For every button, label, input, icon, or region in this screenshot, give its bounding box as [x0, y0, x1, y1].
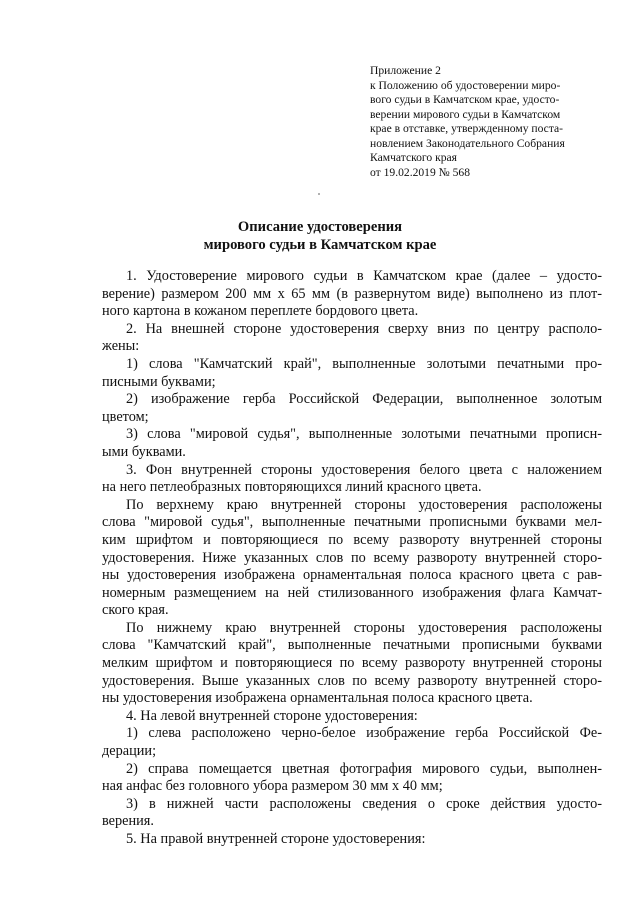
body-text-line: 1) слова "Камчатский край", выполненные золотыми печатными про- [126, 355, 602, 372]
appendix-line: Камчатского края [370, 151, 458, 164]
body-text-line: на него петлеобразных повторяющихся линий красного цвета. [102, 479, 482, 496]
body-text-line: ны удостоверения изображена орнаментальная полоса красного цвета. [102, 690, 533, 707]
body-text-line: ского края. [102, 602, 169, 619]
document-title-line-1: Описание удостоверения [237, 219, 403, 235]
appendix-line: вого судьи в Камчатском крае, удосто- [370, 93, 560, 106]
body-text-line: 2) справа помещается цветная фотография мирового судьи, выполнен- [126, 760, 602, 777]
body-text-line: 3) в нижней части расположены сведения о сроке действия удосто- [126, 795, 602, 812]
body-text-line: верения. [102, 813, 154, 830]
body-text-line: писными буквами; [102, 373, 216, 390]
body-text-line: 5. На правой внутренней стороне удостоверения: [126, 831, 426, 847]
body-text-line: цветом; [102, 408, 149, 425]
appendix-line: Приложение 2 [370, 64, 441, 77]
document-body [102, 268, 602, 849]
body-text-line: 3. Фон внутренней стороны удостоверения белого цвета с наложением [126, 461, 602, 478]
body-text-line: ная анфас без головного убора размером 30 мм x 40 мм; [102, 778, 443, 795]
body-text-line: мелким шрифтом и повторяющиеся по всему развороту внутренней стороны [102, 655, 602, 672]
body-text-line: 1. Удостоверение мирового судьи в Камчатском крае (далее – удосто- [126, 268, 602, 284]
body-text-line: ного картона в кожаном переплете бордового цвета. [102, 303, 419, 320]
body-text-line: номерным размещением на ней стилизованного изображения флага Камчат- [102, 584, 602, 601]
body-text-line: слова "мировой судья", выполненные печатными прописными буквами мел- [102, 514, 602, 531]
body-text-line: удостоверения. Выше указанных слов по всему развороту внутренней сторо- [102, 672, 602, 689]
body-text-line: По нижнему краю внутренней стороны удостоверения расположены [126, 619, 602, 636]
body-text-line: верение) размером 200 мм x 65 мм (в развернутом виде) выполнено из плот- [102, 285, 602, 302]
appendix-header [370, 64, 610, 180]
body-text-line: удостоверения. Ниже указанных слов по всему развороту внутренней сторо- [102, 549, 602, 566]
body-text-line: 1) слева расположено черно-белое изображение герба Российской Фе- [126, 725, 602, 742]
appendix-line: верении мирового судьи в Камчатском [370, 107, 561, 121]
scan-speck [318, 193, 320, 195]
body-text-line: 3) слова "мировой судья", выполненные золотыми печатными прописн- [126, 426, 602, 443]
body-text-line: жены: [102, 338, 140, 355]
body-text-line: слова "Камчатский край", выполненные печатными прописными буквами [102, 637, 602, 654]
document-title-line-2: мирового судьи в Камчатском крае [203, 237, 437, 253]
body-text-line: ыми буквами. [102, 443, 186, 460]
appendix-line: новлением Законодательного Собрания [370, 136, 565, 150]
appendix-line: крае в отставке, утвержденному поста- [370, 122, 564, 135]
body-text-line: 2. На внешней стороне удостоверения сверху вниз по центру располо- [126, 320, 602, 337]
appendix-line: к Положению об удостоверении миро- [370, 78, 561, 92]
body-text-line: 4. На левой внутренней стороне удостоверения: [126, 707, 418, 724]
body-text-line: ким шрифтом и повторяющиеся по всему развороту внутренней стороны [102, 531, 602, 548]
appendix-line: от 19.02.2019 № 568 [370, 165, 471, 179]
body-text-line: По верхнему краю внутренней стороны удостоверения расположены [126, 496, 602, 513]
body-text-line: ны удостоверения изображена орнаментальная полоса красного цвета с рав- [102, 567, 602, 584]
body-text-line: 2) изображение герба Российской Федерации, выполненное золотым [126, 391, 602, 408]
body-text-line: дерации; [102, 743, 157, 760]
